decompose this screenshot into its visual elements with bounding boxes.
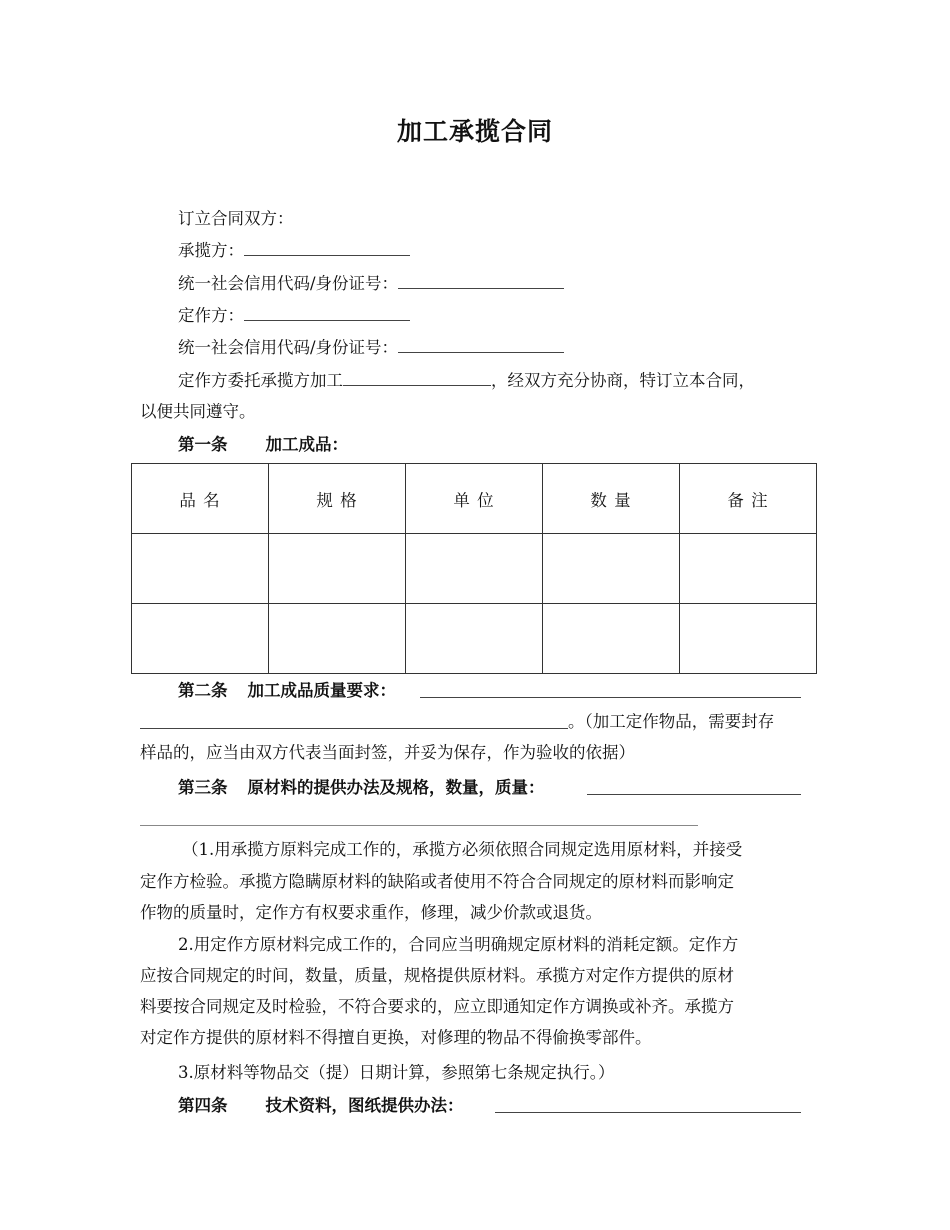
materials-blank-2[interactable]: [140, 811, 698, 826]
orderer-label: 定作方：: [178, 306, 244, 325]
table-header-row: [132, 464, 817, 534]
table-cell[interactable]: [543, 534, 680, 604]
table-cell[interactable]: [543, 604, 680, 674]
product-blank[interactable]: [343, 371, 491, 386]
contractor-blank[interactable]: [244, 241, 410, 256]
article3-heading: [178, 778, 545, 798]
article2-heading: [178, 681, 396, 701]
article3-p2-line3: 料要按合同规定及时检验，不符合要求的，应立即通知定作方调换或补齐。承揽方: [140, 997, 734, 1016]
article1-title: 加工成品：: [265, 435, 348, 454]
orderer-blank[interactable]: [244, 306, 410, 321]
header-quantity: 数 量: [543, 464, 680, 534]
article1-label: 第一条: [178, 435, 228, 454]
table-row: [132, 534, 817, 604]
article3-title: 原材料的提供办法及规格，数量，质量：: [247, 778, 545, 797]
contractor-label: 承揽方：: [178, 241, 244, 260]
table-cell[interactable]: [132, 534, 269, 604]
article4-title: 技术资料，图纸提供办法：: [265, 1096, 464, 1115]
table-cell[interactable]: [406, 604, 543, 674]
quality-blank-1[interactable]: [420, 683, 801, 698]
table-cell[interactable]: [680, 604, 817, 674]
preamble-text-b: ，经双方充分协商，特订立本合同，: [491, 371, 755, 390]
article3-p2-line2: 应按合同规定的时间，数量，质量，规格提供原材料。承揽方对定作方提供的原材: [140, 966, 734, 985]
article3-p3: 3.原材料等物品交（提）日期计算，参照第七条规定执行。）: [178, 1063, 615, 1082]
header-product-name: 品 名: [132, 464, 269, 534]
article3-p2-line1: 2.用定作方原材料完成工作的，合同应当明确规定原材料的消耗定额。定作方: [178, 935, 739, 954]
table-row: [132, 604, 817, 674]
table-cell[interactable]: [680, 534, 817, 604]
table-cell[interactable]: [269, 534, 406, 604]
preamble-line-1: [178, 371, 755, 391]
orderer-id-line: [178, 338, 564, 358]
article3-p1-line2: 定作方检验。承揽方隐瞒原材料的缺陷或者使用不符合合同规定的原材料而影响定: [140, 872, 734, 891]
table-cell[interactable]: [132, 604, 269, 674]
article4-label: 第四条: [178, 1096, 228, 1115]
table-cell[interactable]: [269, 604, 406, 674]
parties-intro: 订立合同双方：: [178, 209, 294, 228]
document-title: 加工承揽合同: [396, 117, 553, 146]
article2-note-1: 。（加工定作物品，需要封存: [568, 712, 775, 731]
tech-docs-blank[interactable]: [495, 1098, 801, 1113]
article2-label: 第二条: [178, 681, 228, 700]
article3-p1-line1: （1.用承揽方原料完成工作的，承揽方必须依照合同规定选用原材料，并接受: [182, 840, 743, 859]
header-unit: 单 位: [406, 464, 543, 534]
contractor-line: [178, 241, 410, 261]
header-spec: 规 格: [269, 464, 406, 534]
contractor-id-blank[interactable]: [398, 274, 564, 289]
article2-note-2: 样品的，应当由双方代表当面封签，并妥为保存，作为验收的依据）: [140, 743, 635, 762]
article2-title: 加工成品质量要求：: [247, 681, 396, 700]
contractor-id-label: 统一社会信用代码/身份证号：: [178, 274, 399, 293]
article1-heading: [178, 435, 348, 455]
preamble-text-a: 定作方委托承揽方加工: [178, 371, 343, 390]
orderer-id-blank[interactable]: [398, 338, 564, 353]
article3-p1-line3: 作物的质量时，定作方有权要求重作，修理，减少价款或退货。: [140, 903, 602, 922]
header-remarks: 备 注: [680, 464, 817, 534]
materials-blank-1[interactable]: [587, 780, 801, 795]
orderer-id-label: 统一社会信用代码/身份证号：: [178, 338, 399, 357]
quality-blank-2[interactable]: [140, 714, 568, 729]
table-cell[interactable]: [406, 534, 543, 604]
article3-label: 第三条: [178, 778, 228, 797]
preamble-line-2: 以便共同遵守。: [140, 402, 256, 421]
article3-p2-line4: 对定作方提供的原材料不得擅自更换，对修理的物品不得偷换零部件。: [140, 1028, 652, 1047]
orderer-line: [178, 306, 410, 326]
article4-heading: [178, 1096, 464, 1116]
contractor-id-line: [178, 274, 564, 294]
products-table: [131, 463, 817, 674]
